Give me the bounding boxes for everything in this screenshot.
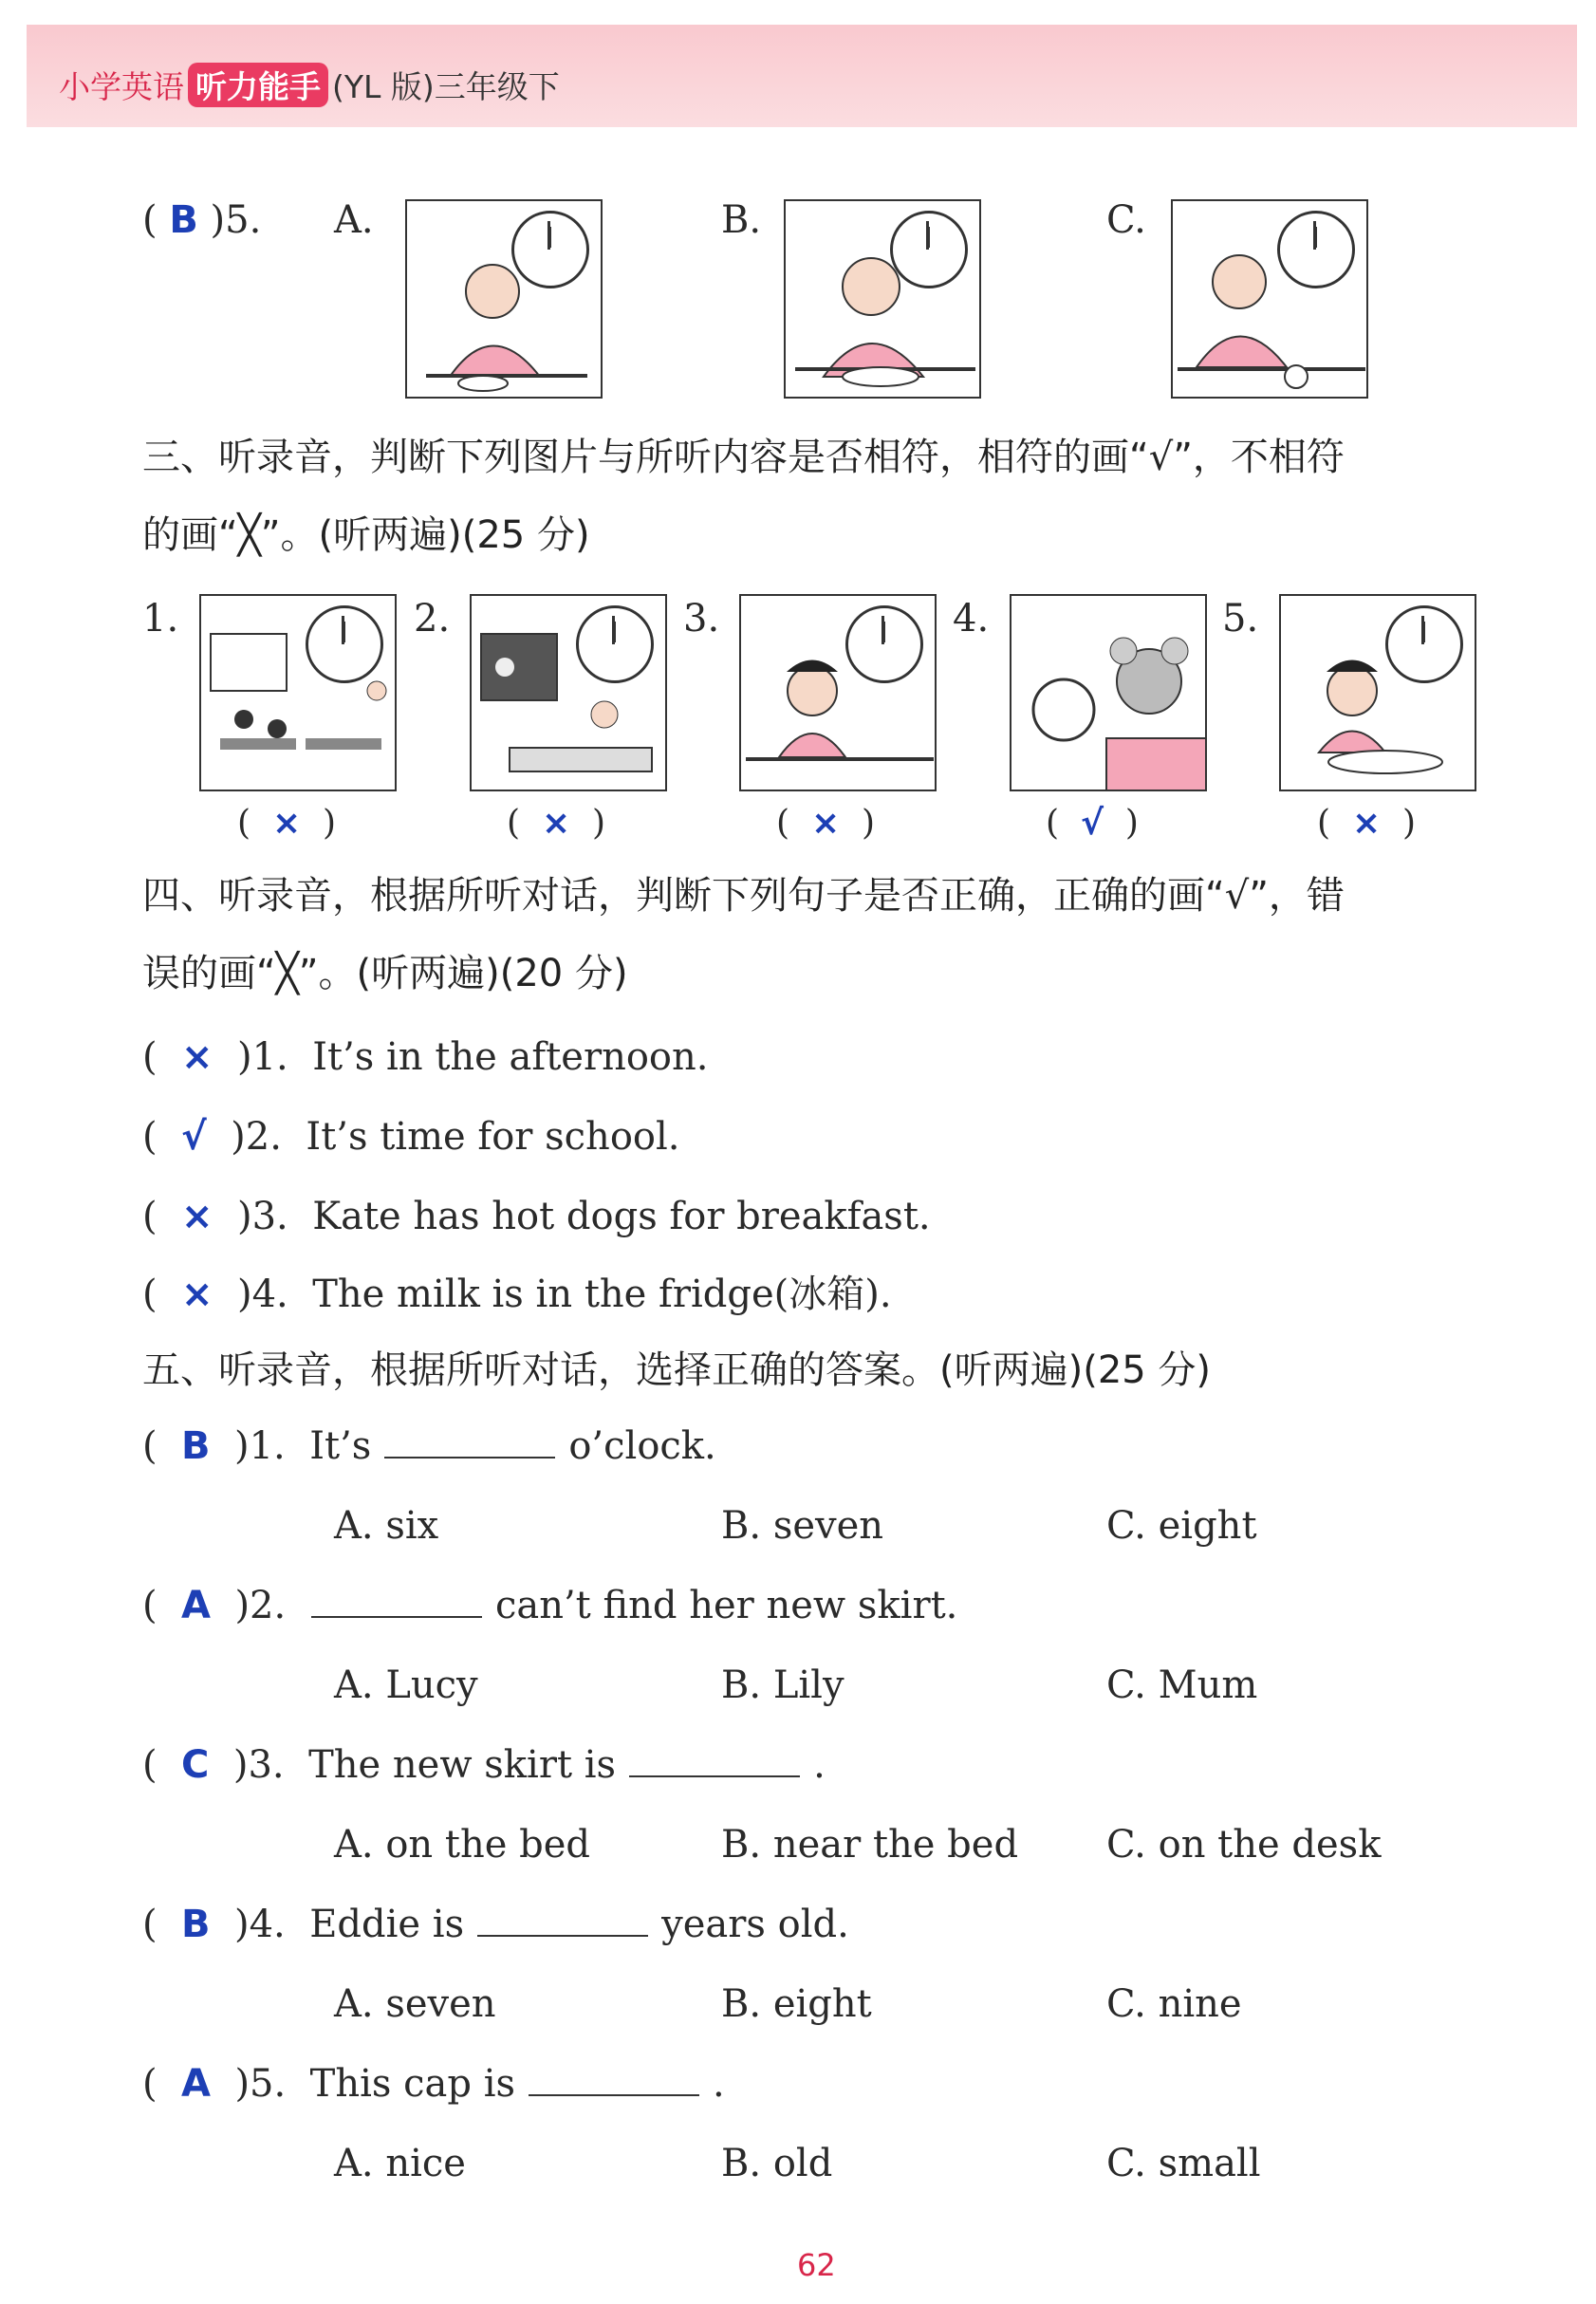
statement-text: Kate has hot dogs for breakfast. bbox=[312, 1195, 931, 1238]
statement-text: It’s in the afternoon. bbox=[312, 1035, 709, 1079]
item-number: )2. bbox=[231, 1115, 282, 1159]
book-title-rest: (YL 版)三年级下 bbox=[332, 68, 560, 105]
mc-question: ( B )1. It’s o’clock. bbox=[142, 1424, 716, 1468]
person-eating-icon bbox=[1173, 201, 1368, 399]
answer-mark: B bbox=[169, 198, 198, 242]
judge-4: ( √ ) bbox=[1046, 804, 1139, 843]
option: B. Lily bbox=[721, 1663, 844, 1707]
answer-blank bbox=[529, 2066, 699, 2096]
person-eating-icon bbox=[407, 201, 603, 399]
section4-title: 四、听录音，根据所听对话，判断下列句子是否正确，正确的画“√”，错 bbox=[142, 874, 1345, 918]
answer-mark: C bbox=[181, 1743, 210, 1787]
picture-b-eating bbox=[784, 199, 981, 399]
item-number: )4. bbox=[237, 1273, 288, 1316]
mc-question: ( C )3. The new skirt is . bbox=[142, 1743, 826, 1787]
answer-blank bbox=[384, 1428, 555, 1459]
answer-mark: × bbox=[1351, 804, 1382, 843]
mouse-alarm-icon bbox=[1011, 596, 1207, 791]
brand-logo: 听力能手 bbox=[188, 63, 328, 107]
answer-mark: × bbox=[810, 804, 841, 843]
item-number: )4. bbox=[233, 1903, 286, 1946]
q2-5-row: ( B )5. bbox=[142, 198, 262, 242]
classroom-icon bbox=[201, 596, 397, 791]
option: C. Mum bbox=[1106, 1663, 1258, 1707]
judge-2: ( × ) bbox=[507, 804, 606, 843]
picture-mouse-alarm bbox=[1010, 594, 1207, 791]
judge-item: ( × )4. The milk is in the fridge(冰箱). bbox=[142, 1273, 892, 1316]
mc-question: ( B )4. Eddie is years old. bbox=[142, 1903, 849, 1946]
item-number: )1. bbox=[237, 1035, 288, 1079]
answer-mark: × bbox=[541, 804, 571, 843]
question-number: )5. bbox=[210, 198, 262, 242]
picture-bedroom bbox=[470, 594, 667, 791]
item-number: )2. bbox=[234, 1584, 287, 1627]
option-label: C. bbox=[1106, 198, 1146, 242]
question-text: o’clock. bbox=[568, 1424, 716, 1468]
answer-mark: √ bbox=[181, 1115, 207, 1159]
item-number: 1. bbox=[142, 597, 179, 641]
judge-1: ( × ) bbox=[237, 804, 337, 843]
answer-mark: × bbox=[181, 1035, 213, 1079]
item-number: 3. bbox=[683, 597, 720, 641]
option: B. seven bbox=[721, 1504, 884, 1548]
judge-item: ( × )1. It’s in the afternoon. bbox=[142, 1035, 709, 1079]
judge-item: ( √ )2. It’s time for school. bbox=[142, 1115, 680, 1159]
section3-title: 三、听录音，判断下列图片与所听内容是否相符，相符的画“√”，不相符 bbox=[142, 436, 1345, 479]
item-number: )1. bbox=[233, 1424, 286, 1468]
option: B. old bbox=[721, 2142, 833, 2185]
boy-drinking-icon bbox=[1281, 596, 1476, 791]
answer-mark: × bbox=[181, 1273, 213, 1316]
statement-text: It’s time for school. bbox=[306, 1115, 680, 1159]
option: A. nice bbox=[334, 2142, 466, 2185]
person-eating-icon bbox=[786, 201, 981, 399]
option: A. six bbox=[334, 1504, 439, 1548]
answer-mark: A bbox=[181, 1584, 212, 1627]
picture-boy-eating bbox=[739, 594, 937, 791]
section5-title: 五、听录音，根据所听对话，选择正确的答案。(听两遍)(25 分) bbox=[142, 1348, 1212, 1392]
picture-a-eating bbox=[405, 199, 603, 399]
judge-5: ( × ) bbox=[1317, 804, 1417, 843]
option: C. on the desk bbox=[1106, 1823, 1382, 1867]
item-number: )5. bbox=[234, 2062, 287, 2106]
item-number: )3. bbox=[232, 1743, 285, 1787]
book-title bbox=[59, 63, 560, 107]
item-number: 5. bbox=[1222, 597, 1259, 641]
answer-mark: √ bbox=[1080, 804, 1104, 843]
option-label: A. bbox=[334, 198, 374, 242]
question-text: . bbox=[713, 2062, 725, 2106]
page-number: 62 bbox=[797, 2247, 836, 2283]
question-text: It’s bbox=[309, 1424, 372, 1468]
option: C. eight bbox=[1106, 1504, 1257, 1548]
option: A. Lucy bbox=[334, 1663, 478, 1707]
option: C. nine bbox=[1106, 1982, 1242, 2026]
answer-blank bbox=[629, 1747, 800, 1777]
item-number: )3. bbox=[237, 1195, 288, 1238]
option: B. near the bed bbox=[721, 1823, 1019, 1867]
item-number: 2. bbox=[414, 597, 451, 641]
statement-text: The milk is in the fridge(冰箱). bbox=[312, 1273, 892, 1316]
question-text: The new skirt is bbox=[308, 1743, 617, 1787]
option: A. seven bbox=[334, 1982, 496, 2026]
judge-3: ( × ) bbox=[776, 804, 876, 843]
item-number: 4. bbox=[953, 597, 990, 641]
bedroom-icon bbox=[472, 596, 667, 791]
option: C. small bbox=[1106, 2142, 1261, 2185]
question-text: This cap is bbox=[309, 2062, 516, 2106]
option: A. on the bed bbox=[334, 1823, 590, 1867]
answer-blank bbox=[477, 1906, 648, 1937]
boy-eating-icon bbox=[741, 596, 937, 791]
question-text: . bbox=[813, 1743, 826, 1787]
question-text: Eddie is bbox=[309, 1903, 465, 1946]
mc-question: ( A )2. can’t find her new skirt. bbox=[142, 1584, 958, 1627]
section3-title-line2: 的画“╳”。(听两遍)(25 分) bbox=[142, 513, 590, 557]
answer-mark: B bbox=[181, 1903, 211, 1946]
option: B. eight bbox=[721, 1982, 872, 2026]
section4-title-line2: 误的画“╳”。(听两遍)(20 分) bbox=[142, 952, 628, 995]
answer-blank bbox=[311, 1588, 482, 1618]
picture-boy-drinking bbox=[1279, 594, 1476, 791]
answer-mark: × bbox=[271, 804, 302, 843]
option-label: B. bbox=[721, 198, 762, 242]
mc-question: ( A )5. This cap is . bbox=[142, 2062, 725, 2106]
question-text: years old. bbox=[661, 1903, 849, 1946]
answer-mark: B bbox=[181, 1424, 211, 1468]
picture-classroom bbox=[199, 594, 397, 791]
answer-mark: A bbox=[181, 2062, 212, 2106]
book-title-prefix: 小学英语 bbox=[59, 68, 184, 105]
judge-item: ( × )3. Kate has hot dogs for breakfast. bbox=[142, 1195, 931, 1238]
answer-mark: × bbox=[181, 1195, 213, 1238]
picture-c-eating bbox=[1171, 199, 1368, 399]
question-text: can’t find her new skirt. bbox=[494, 1584, 958, 1627]
